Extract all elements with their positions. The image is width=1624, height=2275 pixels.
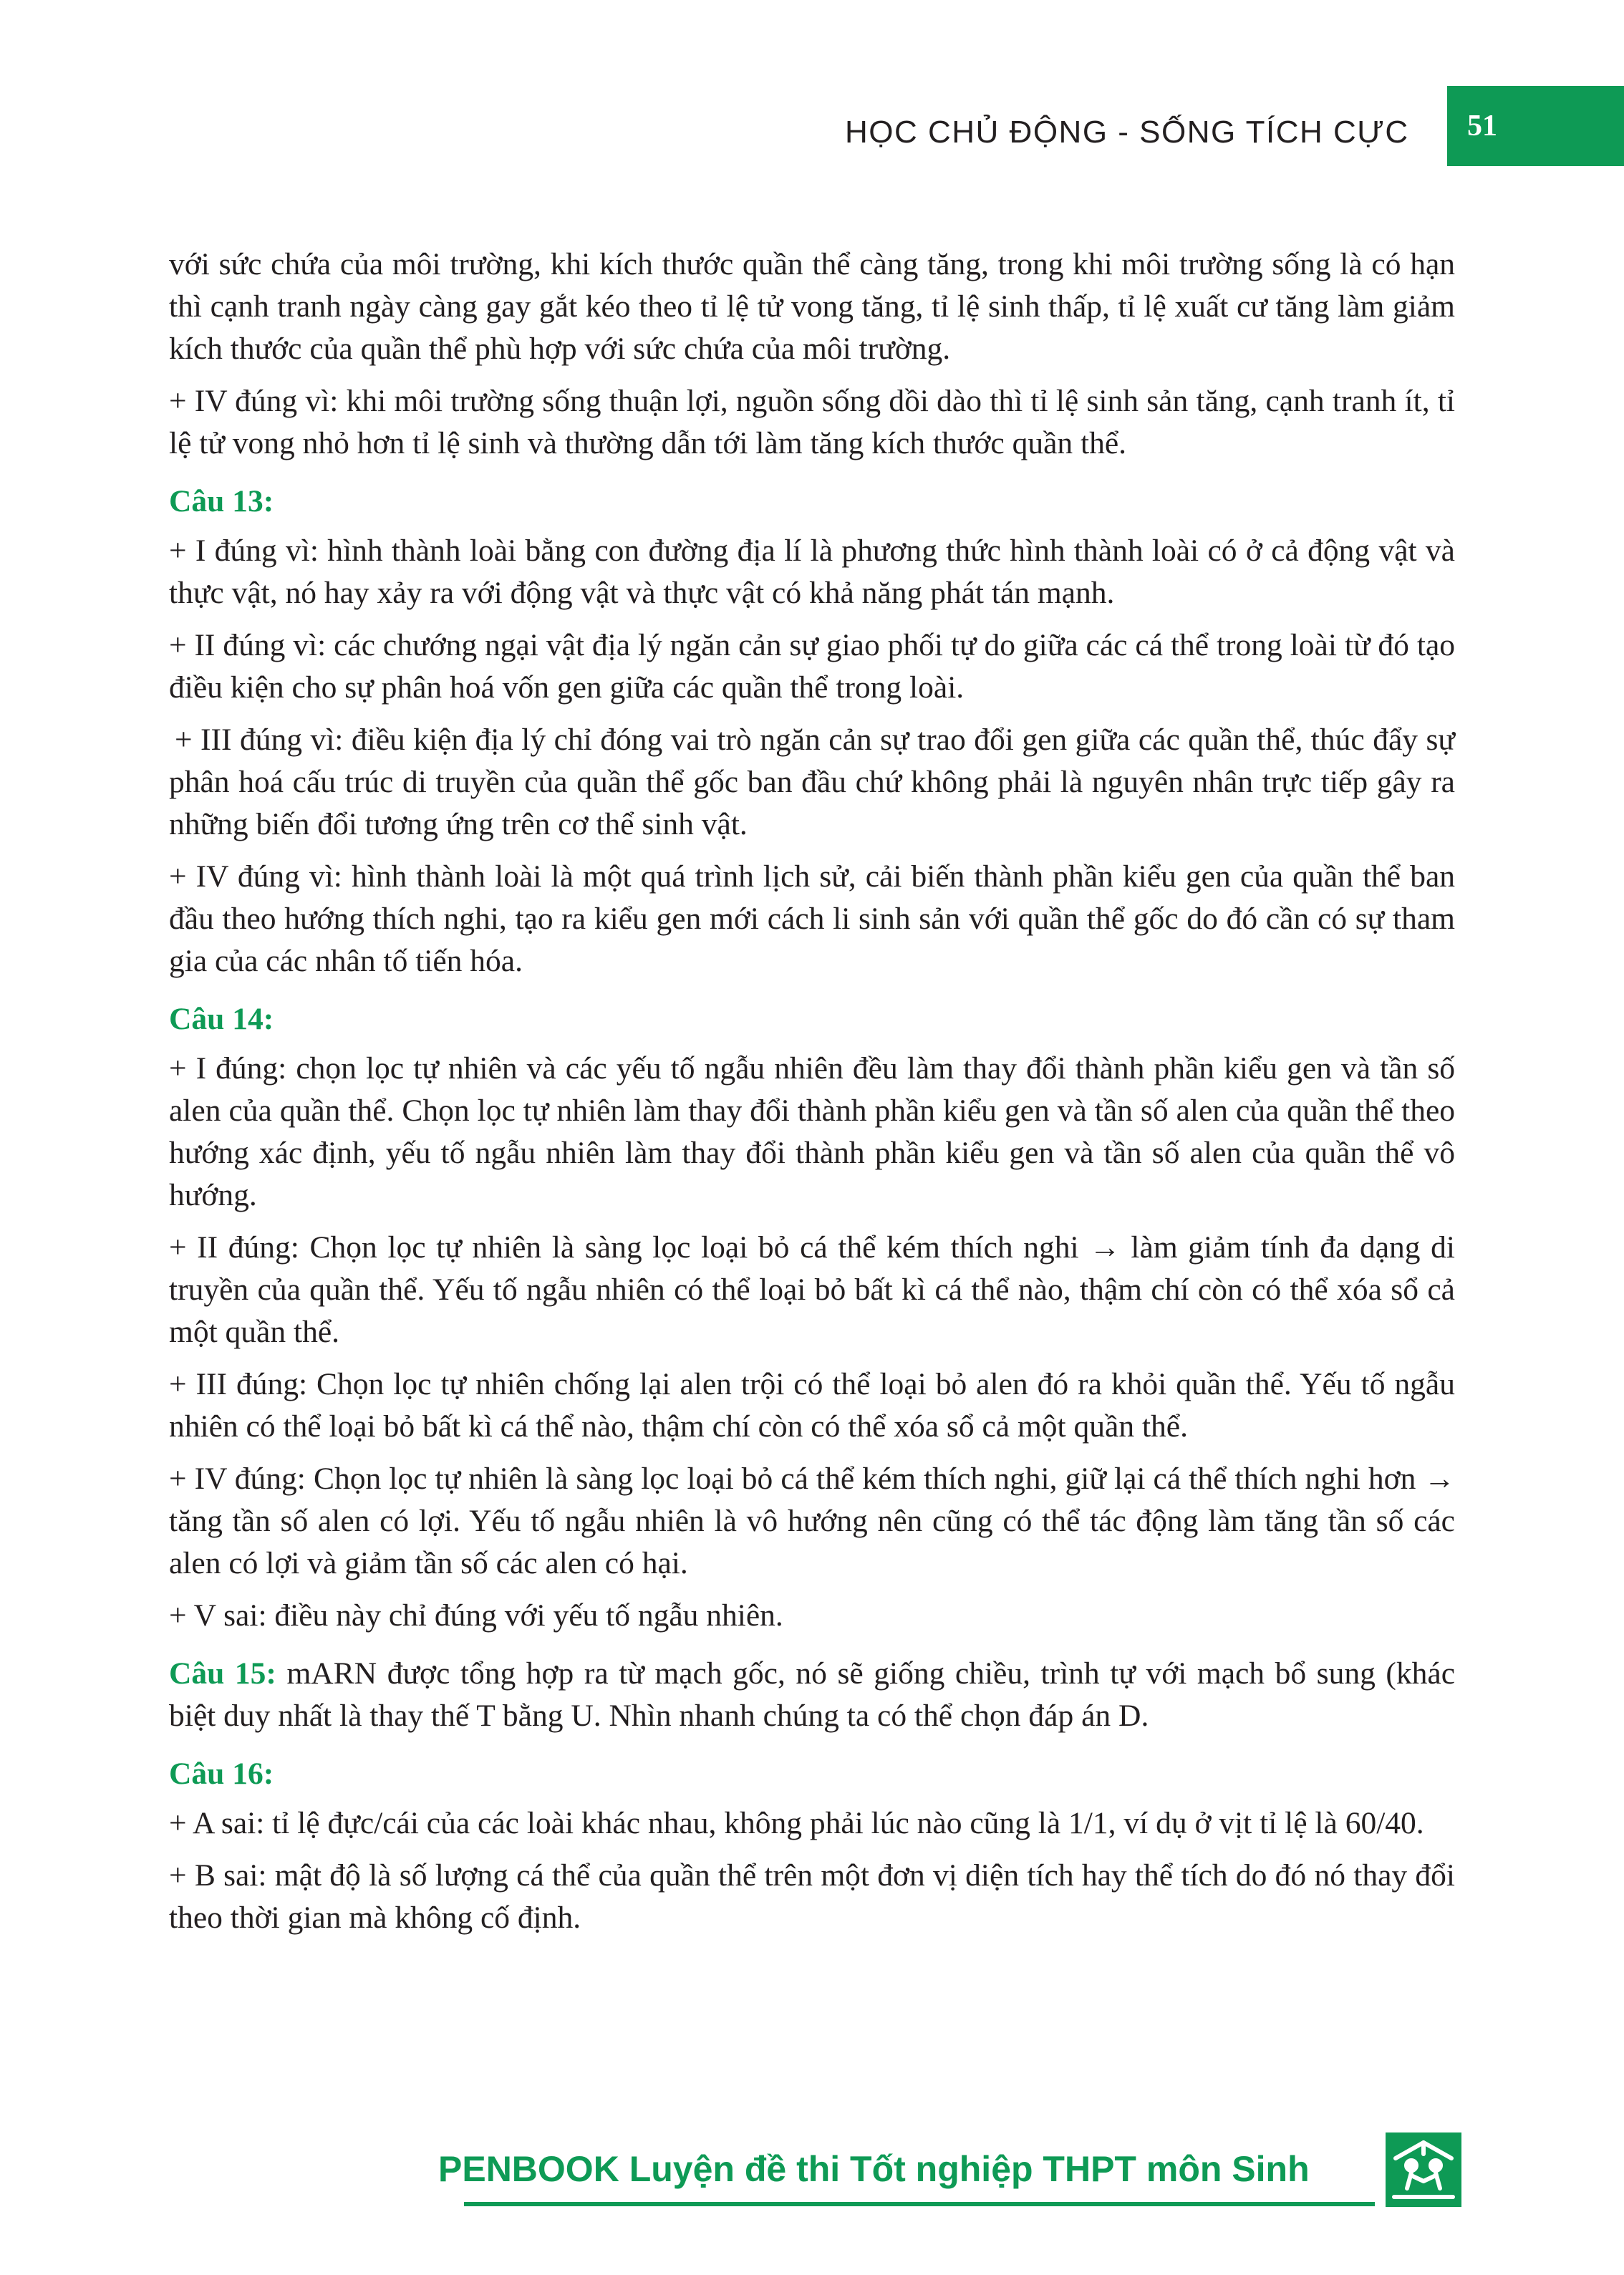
question-16-heading: Câu 16:: [169, 1757, 274, 1791]
page-number-tab: [1447, 86, 1624, 166]
question-15-text: mARN được tổng hợp ra từ mạch gốc, nó sẽ giống chiều, trình tự với mạch bổ sung (khác biệt duy nhất là thay thế T bằng U. Nhìn nhanh chúng ta có thể chọn đáp án D.: [169, 1656, 1456, 1733]
penbook-logo-icon: [1386, 2132, 1461, 2207]
penbook-logo-glyph: [1386, 2132, 1461, 2207]
question-13-heading: Câu 13:: [169, 484, 274, 518]
page-number: 51: [1467, 110, 1497, 143]
q13-item: + I đúng vì: hình thành loài bằng con đường địa lí là phương thức hình thành loài có ở cả động vật và thực vật, nó hay xảy ra với động vật và thực vật có khả năng phát tán mạnh.: [169, 533, 1455, 610]
q16-item: + A sai: tỉ lệ đực/cái của các loài khác nhau, không phải lúc nào cũng là 1/1, ví dụ ở vịt tỉ lệ là 60/40.: [169, 1806, 1424, 1840]
q13-item: + II đúng vì: các chướng ngại vật địa lý ngăn cản sự giao phối tự do giữa các cá thể trong loài từ đó tạo điều kiện cho sự phân hoá vốn gen giữa các quần thể trong loài.: [169, 628, 1455, 705]
q14-item: + II đúng: Chọn lọc tự nhiên là sàng lọc loại bỏ cá thể kém thích nghi → làm giảm tính đa dạng di truyền của quần thể. Yếu tố ngẫu nhiên có thể loại bỏ bất kì cá thể nào, thậm chí còn có thể xóa sổ cả một quần thể.: [169, 1230, 1455, 1349]
running-header: HỌC CHỦ ĐỘNG - SỐNG TÍCH CỰC: [845, 115, 1409, 150]
q13-item: + III đúng vì: điều kiện địa lý chỉ đóng vai trò ngăn cản sự trao đổi gen giữa các quần thể, thúc đẩy sự phân hoá cấu trúc di truyền của quần thể gốc ban đầu chứ không phải là nguyên nhân trực tiếp gây ra những biến đổi tương ứng trên cơ thể sinh vật.: [169, 723, 1455, 841]
question-15-label: Câu 15:: [169, 1656, 276, 1691]
footer-divider: [464, 2202, 1375, 2206]
q14-item: + III đúng: Chọn lọc tự nhiên chống lại alen trội có thể loại bỏ alen đó ra khỏi quần thể. Yếu tố ngẫu nhiên có thể loại bỏ bất kì cá thể nào, thậm chí còn có thể xóa sổ cả một quần thể.: [169, 1367, 1455, 1444]
q14-item: + I đúng: chọn lọc tự nhiên và các yếu tố ngẫu nhiên đều làm thay đổi thành phần kiểu gen và tần số alen của quần thể. Chọn lọc tự nhiên làm thay đổi thành phần kiểu gen và tần số alen của quần thể theo hướng xác định, yếu tố ngẫu nhiên làm thay đổi thành phần kiểu gen và tần số alen của quần thể vô hướng.: [169, 1051, 1455, 1212]
footer-book-title: PENBOOK Luyện đề thi Tốt nghiệp THPT môn Sinh: [438, 2149, 1310, 2189]
question-15-paragraph: [169, 1653, 1455, 1737]
q16-item: + B sai: mật độ là số lượng cá thể của quần thể trên một đơn vị diện tích hay thể tích do đó nó thay đổi theo thời gian mà không cố định.: [169, 1858, 1455, 1935]
q13-item: + IV đúng vì: hình thành loài là một quá trình lịch sử, cải biến thành phần kiểu gen của quần thể ban đầu theo hướng thích nghi, tạo ra kiểu gen mới cách li sinh sản với quần thể gốc do đó cần có sự tham gia của các nhân tố tiến hóa.: [169, 859, 1455, 978]
q14-item: + IV đúng: Chọn lọc tự nhiên là sàng lọc loại bỏ cá thể kém thích nghi, giữ lại cá thể thích nghi hơn → tăng tần số alen có lợi. Yếu tố ngẫu nhiên là vô hướng nên cũng có thể tác động làm tăng tần số các alen có lợi và giảm tần số các alen có hại.: [169, 1462, 1455, 1580]
page-body: [169, 243, 1455, 1949]
q14-item: + V sai: điều này chỉ đúng với yếu tố ngẫu nhiên.: [169, 1598, 783, 1633]
question-14-heading: Câu 14:: [169, 1002, 274, 1036]
paragraph-continuation: với sức chứa của môi trường, khi kích thước quần thể càng tăng, trong khi môi trường sống là có hạn thì cạnh tranh ngày càng gay gắt kéo theo tỉ lệ tử vong tăng, tỉ lệ sinh thấp, tỉ lệ xuất cư tăng làm giảm kích thước của quần thể phù hợp với sức chứa của môi trường.: [169, 247, 1455, 366]
paragraph-iv-intro: + IV đúng vì: khi môi trường sống thuận lợi, nguồn sống dồi dào thì tỉ lệ sinh sản tăng, cạnh tranh ít, tỉ lệ tử vong nhỏ hơn tỉ lệ sinh và thường dẫn tới làm tăng kích thước quần thể.: [169, 384, 1455, 460]
